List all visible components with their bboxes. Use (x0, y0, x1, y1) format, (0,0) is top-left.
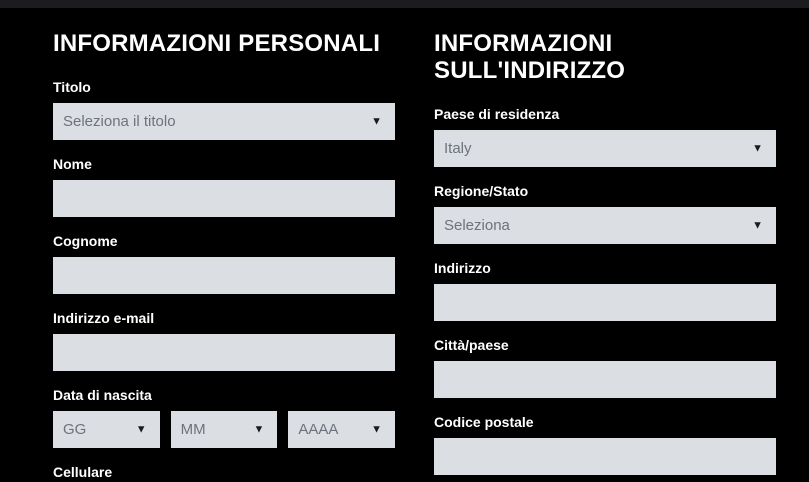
first-name-input[interactable] (53, 180, 395, 217)
last-name-input[interactable] (53, 257, 395, 294)
country-field-group (434, 107, 776, 167)
region-select-value: Seleziona (444, 217, 510, 234)
country-select[interactable] (434, 130, 776, 167)
birth-day-select-value: GG (63, 421, 87, 438)
first-name-field-group (53, 157, 395, 217)
address-info-title: INFORMAZIONI SULL'INDIRIZZO (434, 30, 626, 84)
last-name-label: Cognome (53, 233, 118, 249)
mobile-label: Cellulare (53, 464, 113, 480)
birth-day-select[interactable] (53, 411, 160, 448)
title-label: Titolo (53, 79, 91, 95)
personal-info-section (53, 30, 395, 482)
street-address-input[interactable] (434, 284, 776, 321)
country-label: Paese di residenza (434, 106, 560, 122)
chevron-down-icon: ▼ (253, 423, 265, 435)
birth-month-select[interactable] (171, 411, 278, 448)
birth-date-row (53, 411, 395, 448)
birth-month-select-value: MM (180, 421, 206, 438)
email-field-group (53, 311, 395, 371)
birth-date-field-group (53, 388, 395, 448)
chevron-down-icon: ▼ (371, 423, 383, 435)
birth-year-select[interactable] (288, 411, 395, 448)
email-input[interactable] (53, 334, 395, 371)
city-field-group (434, 338, 776, 398)
chevron-down-icon: ▼ (371, 115, 382, 127)
country-select-value: Italy (444, 140, 472, 157)
city-input[interactable] (434, 361, 776, 398)
last-name-field-group (53, 234, 395, 294)
chevron-down-icon: ▼ (752, 219, 763, 231)
postal-code-label: Codice postale (434, 414, 534, 430)
street-address-label: Indirizzo (434, 260, 491, 276)
city-label: Città/paese (434, 337, 509, 353)
birth-year-select-value: AAAA (298, 421, 339, 438)
chevron-down-icon: ▼ (135, 423, 147, 435)
title-select[interactable] (53, 103, 395, 140)
personal-info-title: INFORMAZIONI PERSONALI (53, 30, 381, 57)
mobile-field-group (53, 465, 395, 480)
birth-date-label: Data di nascita (53, 387, 152, 403)
region-field-group (434, 184, 776, 244)
title-field-group (53, 80, 395, 140)
region-select[interactable] (434, 207, 776, 244)
chevron-down-icon: ▼ (752, 142, 763, 154)
postal-code-field-group (434, 415, 776, 475)
postal-code-input[interactable] (434, 438, 776, 475)
street-address-field-group (434, 261, 776, 321)
first-name-label: Nome (53, 156, 92, 172)
region-label: Regione/Stato (434, 183, 529, 199)
title-select-value: Seleziona il titolo (63, 113, 176, 130)
email-label: Indirizzo e-mail (53, 310, 155, 326)
address-info-section (434, 30, 776, 482)
